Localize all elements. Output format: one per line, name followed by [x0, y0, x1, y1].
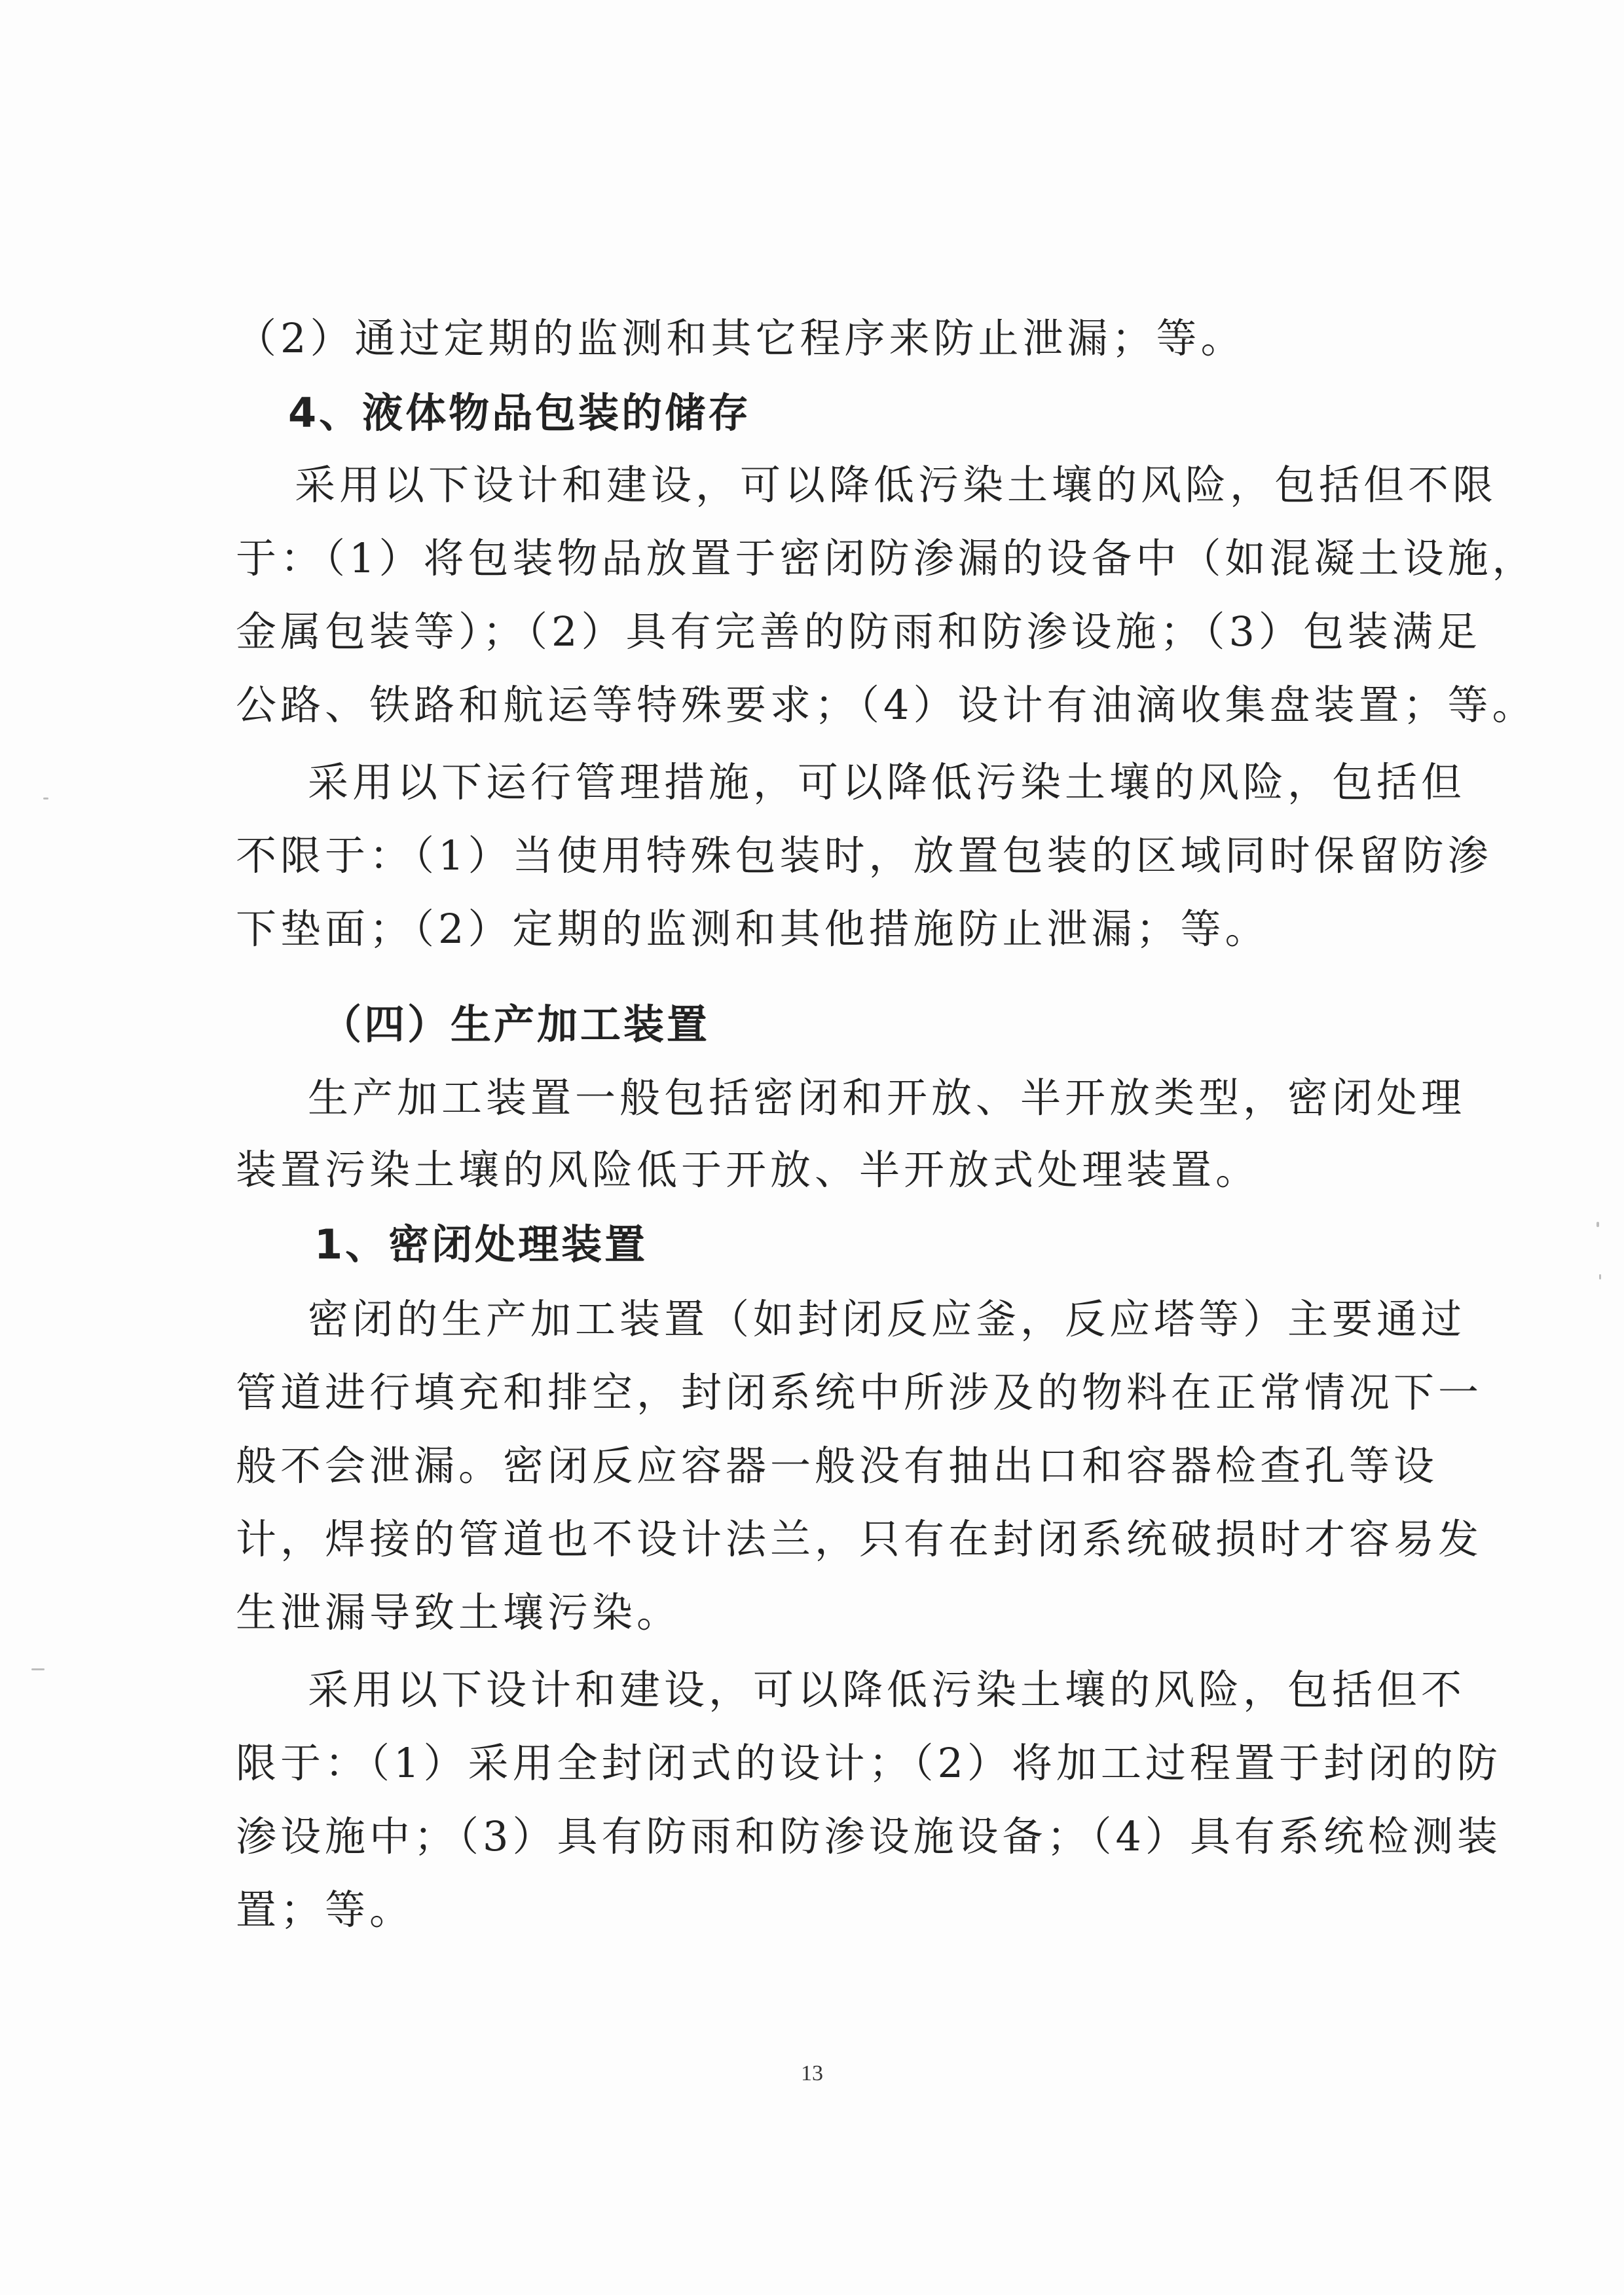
paragraph-line: 生泄漏导致土壤污染。: [236, 1588, 682, 1636]
paragraph-line: 密闭的生产加工装置（如封闭反应釜，反应塔等）主要通过: [308, 1295, 1466, 1343]
paragraph-line: 金属包装等）；（2）具有完善的防雨和防渗设施；（3）包装满足: [236, 608, 1481, 655]
paragraph-line: 采用以下设计和建设，可以降低污染土壤的风险，包括但不限: [295, 461, 1498, 509]
paragraph-line: 管道进行填充和排空，封闭系统中所涉及的物料在正常情况下一: [236, 1368, 1483, 1416]
subheading-closed-units: 1、密闭处理装置: [314, 1221, 648, 1268]
scan-speck: [1599, 1274, 1601, 1279]
section-heading-production-units: （四）生产加工装置: [321, 1001, 710, 1048]
scan-speck: [31, 1668, 45, 1670]
paragraph-line: 生产加工装置一般包括密闭和开放、半开放类型，密闭处理: [308, 1074, 1466, 1122]
paragraph-continuation-line: （2）通过定期的监测和其它程序来防止泄漏；等。: [236, 314, 1246, 362]
paragraph-line: 于：（1）将包装物品放置于密闭防渗漏的设备中（如混凝土设施，: [236, 534, 1537, 582]
paragraph-line: 计，焊接的管道也不设计法兰，只有在封闭系统破损时才容易发: [236, 1515, 1483, 1563]
paragraph-line: 公路、铁路和航运等特殊要求；（4）设计有油滴收集盘装置；等。: [236, 681, 1537, 729]
paragraph-line: 限于：（1）采用全封闭式的设计；（2）将加工过程置于封闭的防: [236, 1739, 1502, 1787]
paragraph-line: 装置污染土壤的风险低于开放、半开放式处理装置。: [236, 1146, 1261, 1194]
paragraph-line: 渗设施中；（3）具有防雨和防渗设施设备；（4）具有系统检测装: [236, 1812, 1502, 1860]
paragraph-line: 采用以下设计和建设，可以降低污染土壤的风险，包括但不: [308, 1666, 1466, 1714]
paragraph-line: 下垫面；（2）定期的监测和其他措施防止泄漏；等。: [236, 905, 1270, 953]
scan-speck: [43, 798, 48, 799]
paragraph-line: 不限于：（1）当使用特殊包装时，放置包装的区域同时保留防渗: [236, 832, 1492, 879]
paragraph-line: 采用以下运行管理措施，可以降低污染土壤的风险，包括但: [308, 758, 1466, 806]
scan-speck: [1596, 1222, 1599, 1227]
paragraph-line: 置；等。: [236, 1886, 415, 1934]
paragraph-line: 般不会泄漏。密闭反应容器一般没有抽出口和容器检查孔等设: [236, 1442, 1439, 1490]
page-number: 13: [801, 2061, 823, 2085]
subheading-liquid-package-storage: 4、液体物品包装的储存: [288, 389, 752, 437]
